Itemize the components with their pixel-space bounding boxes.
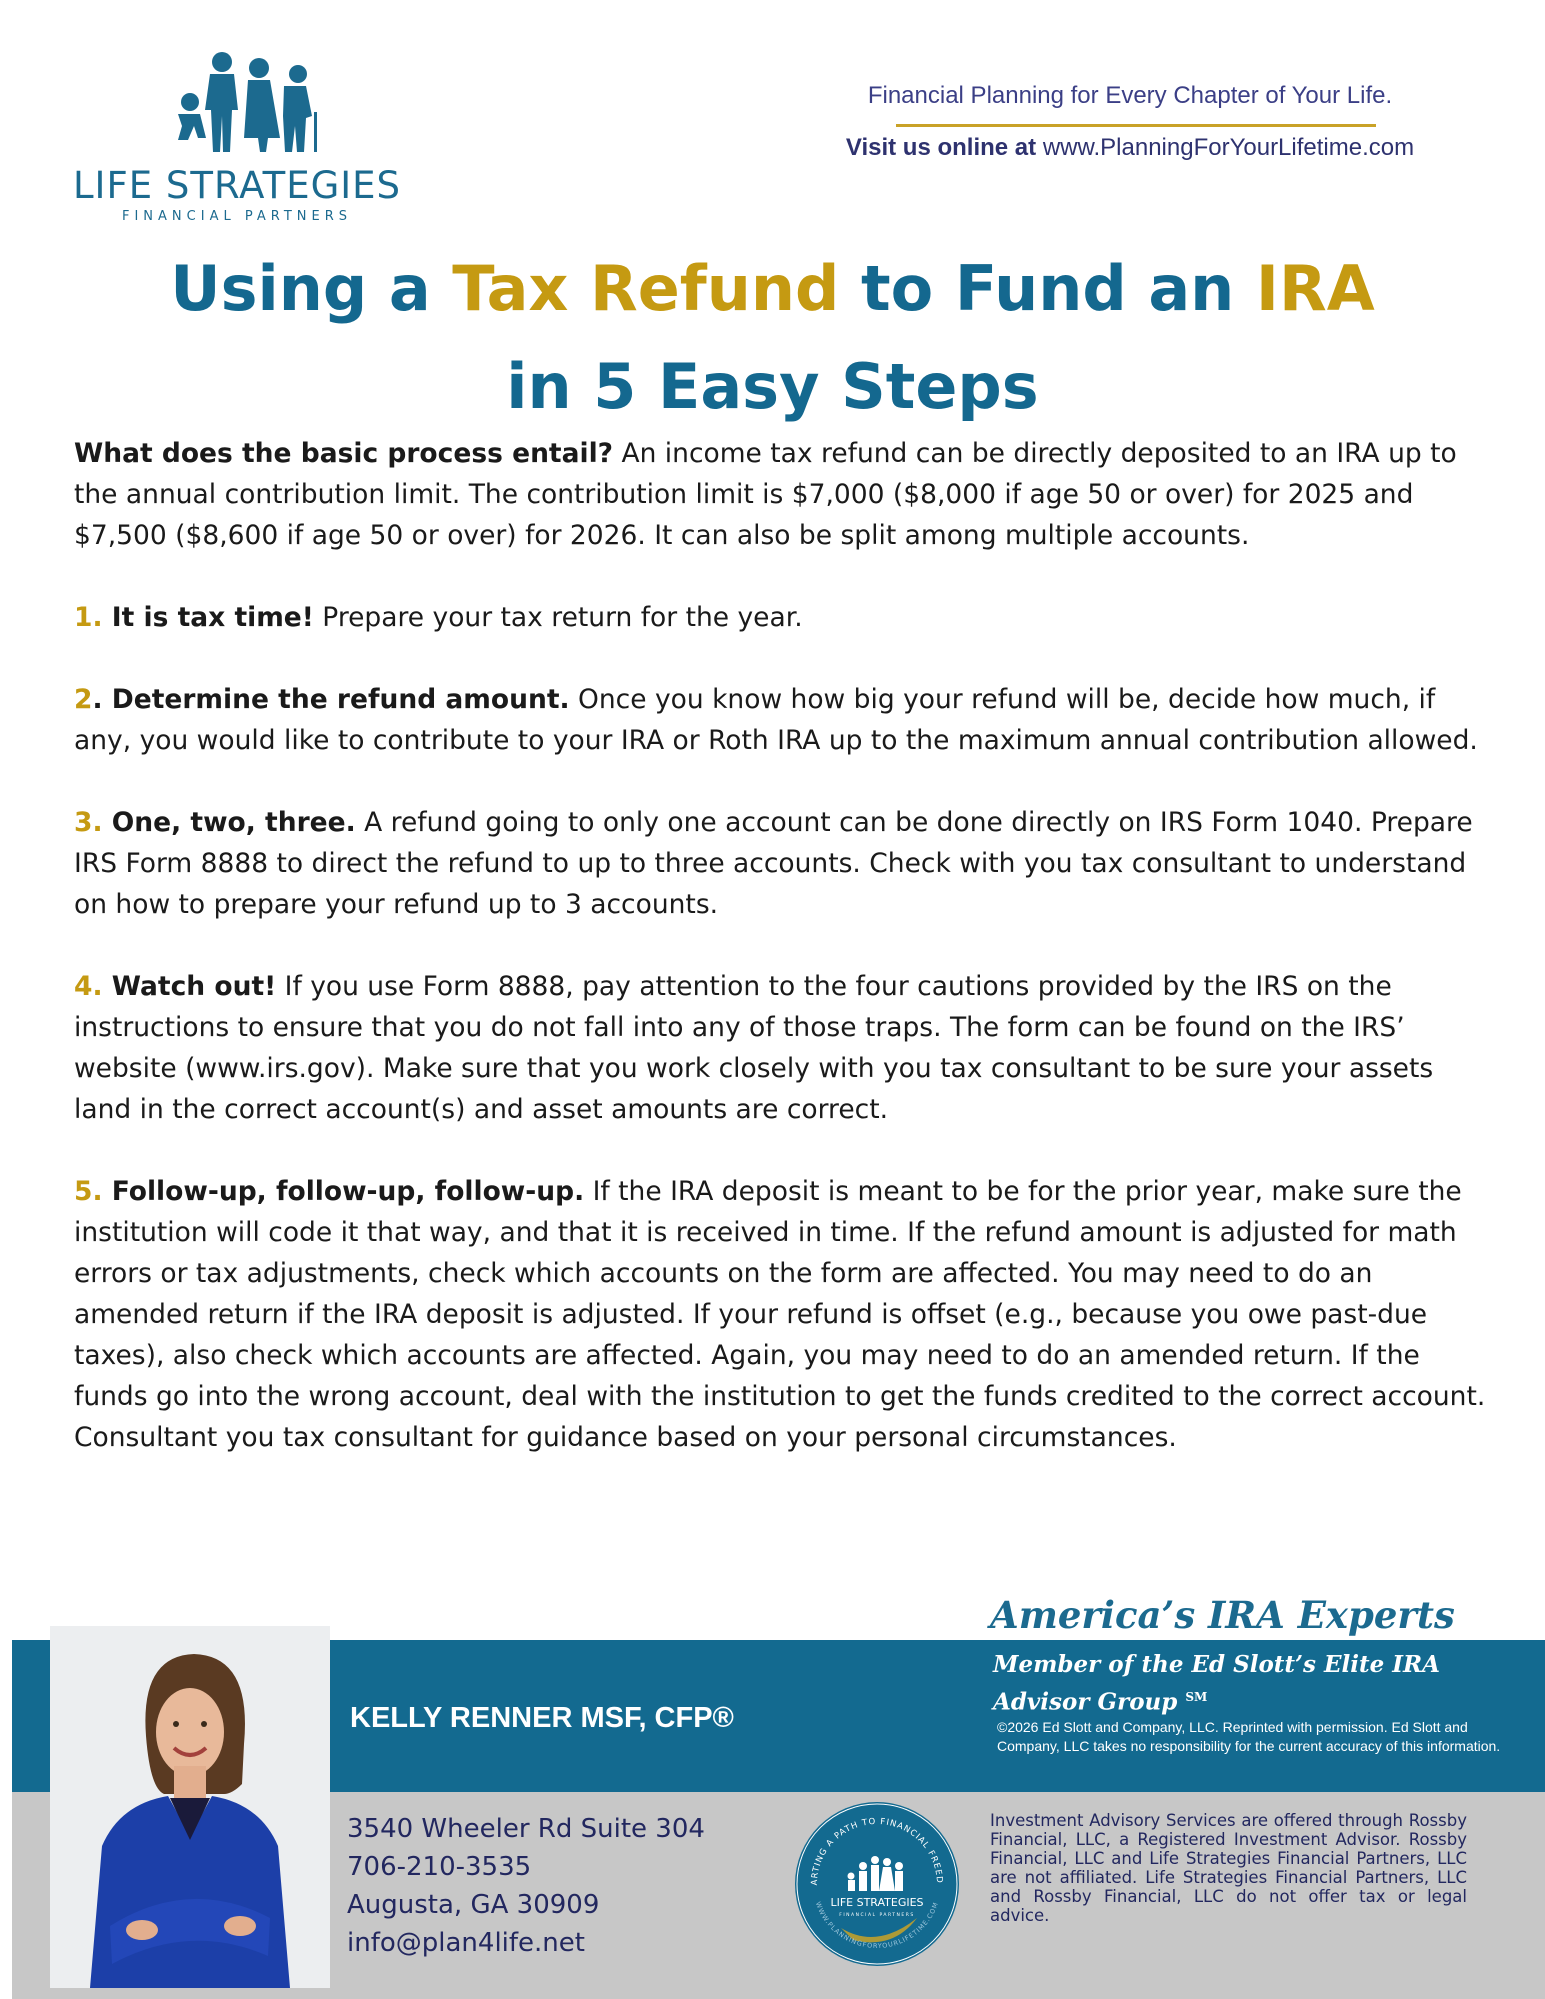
- company-seal: [793, 1800, 961, 1968]
- step-number: 5.: [74, 1176, 103, 1207]
- step-title: Follow-up, follow-up, follow-up.: [102, 1176, 585, 1207]
- step-text: Once you know how big your refund will be, decide how much, if any, you would like to contribute to your IRA or Roth IRA up to the maximum annual contribution allowed.: [74, 684, 1478, 756]
- intro-paragraph: [74, 433, 1494, 556]
- visit-label: Visit us online at: [845, 134, 1037, 161]
- visit-line: [760, 134, 1500, 162]
- email-link[interactable]: info@plan4life.net: [347, 1928, 585, 1958]
- title-line-2: in 5 Easy Steps: [506, 350, 1039, 423]
- step-title: Watch out!: [102, 971, 277, 1002]
- advisor-photo: [50, 1626, 330, 1988]
- title-highlight-tax-refund: Tax Refund: [452, 252, 840, 325]
- member-text: Member of the Ed Slott’s Elite IRA Advisor Group: [993, 1651, 1441, 1716]
- step-5: [74, 1171, 1494, 1458]
- address-line: 3540 Wheeler Rd Suite 304: [347, 1814, 705, 1844]
- seal-ring-bottom: WWW.PLANNINGFORYOURLIFETIME.COM: [813, 1900, 941, 1951]
- seal-ring-top: ARTING A PATH TO FINANCIAL FREED: [809, 1816, 945, 1886]
- elite-group-membership: [993, 1648, 1513, 1719]
- logo-name: LIFE STRATEGIES: [72, 164, 402, 207]
- step-number: 4.: [74, 971, 103, 1002]
- step-number: 2: [74, 684, 93, 715]
- title-highlight-ira: IRA: [1255, 252, 1375, 325]
- phone-number[interactable]: 706-210-3535: [347, 1852, 532, 1882]
- ira-experts-heading: America’s IRA Experts: [990, 1593, 1455, 1637]
- intro-text: An income tax refund can be directly deposited to an IRA up to the annual contribution limit. The contribution limit is $7,000 ($8,000 if age 50 or over) for 2025 and $7,500 ($8,600 if age 50 or over) for 2026. It can also be split among multiple accounts.: [74, 438, 1457, 551]
- advisor-name: KELLY RENNER MSF, CFP®: [350, 1702, 734, 1734]
- step-2: [74, 679, 1494, 761]
- tagline: Financial Planning for Every Chapter of Your Life.: [867, 82, 1393, 109]
- page-title: [0, 240, 1545, 436]
- article-body: [74, 433, 1494, 1499]
- family-figures-icon: [62, 52, 412, 162]
- website-link[interactable]: www.PlanningForYourLifetime.com: [1042, 134, 1415, 161]
- step-1: [74, 597, 1494, 638]
- step-3: [74, 802, 1494, 925]
- city-line: Augusta, GA 30909: [347, 1890, 600, 1920]
- step-number: 1.: [74, 602, 103, 633]
- step-text: Prepare your tax return for the year.: [313, 602, 803, 633]
- seal-emblem-icon: [793, 1800, 961, 1968]
- step-4: [74, 966, 1494, 1130]
- copyright-notice: ©2026 Ed Slott and Company, LLC. Reprinted with permission. Ed Slott and Company, LLC takes no responsibility for the current accuracy of this information.: [997, 1719, 1501, 1754]
- disclaimer-text: Investment Advisory Services are offered through Rossby Financial, LLC, a Registered Investment Advisor. Rossby Financial, LLC and Life Strategies Financial Partners, LLC are not affiliated. Life Strategies Financial Partners, LLC and Rossby Financial, LLC do not offer tax or legal advice.: [990, 1811, 1467, 1925]
- title-part: to Fund an: [839, 252, 1256, 325]
- seal-name: LIFE STRATEGIES: [830, 1896, 924, 1909]
- step-title: One, two, three.: [102, 807, 356, 838]
- step-number: 3.: [74, 807, 103, 838]
- step-text: If you use Form 8888, pay attention to the four cautions provided by the IRS on the instructions to ensure that you do not fall into any of those traps. The form can be found on the IRS’ website (www.irs.gov). Make sure that you work closely with you tax consultant to be sure your assets land in the correct account(s) and asset amounts are correct.: [74, 971, 1434, 1125]
- contact-block: [347, 1810, 705, 1962]
- title-part: Using a: [170, 252, 453, 325]
- step-title: . Determine the refund amount.: [92, 684, 570, 715]
- company-logo: [62, 52, 412, 232]
- step-title: It is tax time!: [102, 602, 314, 633]
- seal-sub: FINANCIAL PARTNERS: [839, 1913, 915, 1918]
- service-mark: SM: [1185, 1690, 1208, 1704]
- advisor-portrait-icon: [50, 1626, 330, 1988]
- logo-subtitle: FINANCIAL PARTNERS: [122, 209, 352, 224]
- tagline-divider: [896, 124, 1376, 127]
- step-text: If the IRA deposit is meant to be for the prior year, make sure the institution will code it that way, and that it is received in time. If the refund amount is adjusted for math errors or tax adjustments, check which accounts on the form are affected. You may need to do an amended return if the IRA deposit is adjusted. If your refund is offset (e.g., because you owe past-due taxes), also check which accounts are affected. Again, you may need to do an amended return. If the funds go into the wrong account, deal with the institution to get the funds credited to the correct account. Consultant you tax consultant for guidance based on your personal circumstances.: [74, 1176, 1486, 1453]
- step-text: A refund going to only one account can be done directly on IRS Form 1040. Prepare IRS Form 8888 to direct the refund to up to three accounts. Check with you tax consultant to understand on how to prepare your refund up to 3 accounts.: [74, 807, 1473, 920]
- intro-lead: What does the basic process entail?: [74, 438, 614, 469]
